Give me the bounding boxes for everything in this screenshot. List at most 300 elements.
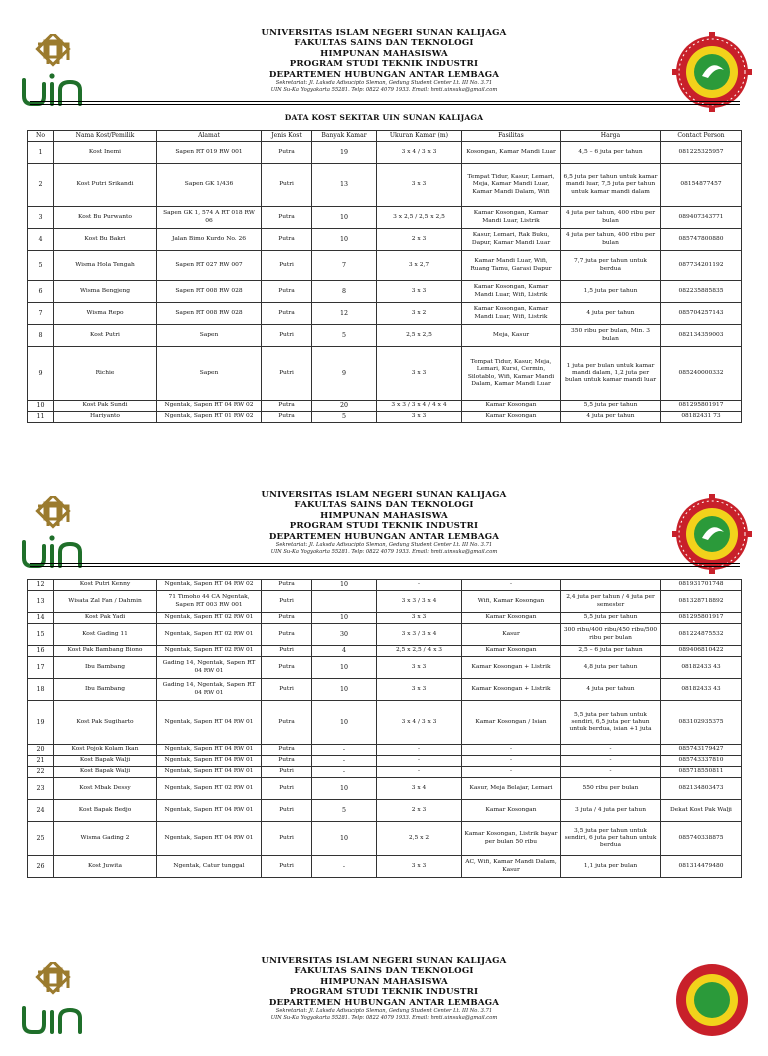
table-cell: Kost Bapak Bedjo bbox=[54, 800, 157, 822]
address-line-1: Sekretariat: Jl. Laksda Adisucipto Sleman, Gedung Student Center Lt. III No. 3.71 bbox=[275, 80, 493, 87]
table-cell: 1 bbox=[28, 142, 54, 164]
table-cell: Wisma Hola Tengah bbox=[54, 251, 157, 281]
table-cell: 13 bbox=[312, 164, 377, 207]
table-cell: 5,5 juta per tahun untuk sendiri, 6,5 juta per tahun untuk berdua, isian +1 juta bbox=[561, 701, 661, 745]
table-cell: Kamar Kosongan, Kamar Mandi Luar, Wifi, Listrik bbox=[462, 303, 561, 325]
teknik-industri-logo-icon bbox=[672, 494, 752, 574]
table-cell: 2,5 x 2,5 bbox=[377, 325, 462, 347]
table-cell: Putri bbox=[262, 822, 312, 856]
table-header-row bbox=[28, 131, 742, 142]
table-cell: 081295801917 bbox=[661, 613, 742, 624]
table-cell: Kamar Kosongan bbox=[462, 646, 561, 657]
address-line-1: Sekretariat: Jl. Laksda Adisucipto Sleman, Gedung Student Center Lt. III No. 3.71 bbox=[275, 1008, 493, 1015]
column-header: Harga bbox=[561, 131, 661, 142]
header-divider-thin bbox=[30, 104, 740, 105]
table-cell: 6 bbox=[28, 281, 54, 303]
table-cell: Meja, Kasur bbox=[462, 325, 561, 347]
table-row bbox=[28, 778, 742, 800]
table-cell: 16 bbox=[28, 646, 54, 657]
table-cell: 081328718892 bbox=[661, 591, 742, 613]
table-cell: Kasur, Lemari, Rak Buku, Dapur, Kamar Mandi Luar bbox=[462, 229, 561, 251]
column-header: Jenis Kost bbox=[262, 131, 312, 142]
table-cell: - bbox=[462, 756, 561, 767]
table-cell: - bbox=[561, 756, 661, 767]
table-cell: Dekat Kost Pak Walji bbox=[661, 800, 742, 822]
column-header: Ukuran Kamar (m) bbox=[377, 131, 462, 142]
table-cell: AC, Wifi, Kamar Mandi Dalam, Kasur bbox=[462, 856, 561, 878]
table-cell: Ngentak, Catur tunggal bbox=[157, 856, 262, 878]
table-cell: 1,5 juta per tahun bbox=[561, 281, 661, 303]
column-header: Banyak Kamar bbox=[312, 131, 377, 142]
table-cell: 10 bbox=[312, 229, 377, 251]
table-cell: - bbox=[312, 767, 377, 778]
table-cell: 087734201192 bbox=[661, 251, 742, 281]
table-cell bbox=[312, 591, 377, 613]
letterhead-page-3 bbox=[0, 956, 768, 1056]
table-cell: 10 bbox=[312, 207, 377, 229]
table-cell: Richie bbox=[54, 347, 157, 401]
table-row bbox=[28, 142, 742, 164]
table-cell: Ngentak, Sapen RT 04 RW 01 bbox=[157, 701, 262, 745]
table-cell: 10 bbox=[312, 778, 377, 800]
column-header: Contact Person bbox=[661, 131, 742, 142]
teknik-industri-logo-icon bbox=[672, 960, 752, 1040]
table-cell: 4 juta per tahun, 400 ribu per bulan bbox=[561, 229, 661, 251]
table-row bbox=[28, 756, 742, 767]
table-cell: 085240000332 bbox=[661, 347, 742, 401]
program-name: PROGRAM STUDI TEKNIK INDUSTRI bbox=[289, 987, 479, 998]
table-cell: 350 ribu per bulan, Min. 3 bulan bbox=[561, 325, 661, 347]
table-row bbox=[28, 613, 742, 624]
table-cell: Putra bbox=[262, 745, 312, 756]
table-cell: Kost Pojok Kolam Ikan bbox=[54, 745, 157, 756]
table-cell: 2 x 3 bbox=[377, 800, 462, 822]
table-cell: 4 juta per tahun bbox=[561, 412, 661, 423]
table-cell: Putri bbox=[262, 646, 312, 657]
table-cell: 2 bbox=[28, 164, 54, 207]
table-cell: Putri bbox=[262, 778, 312, 800]
table-cell: Sapen GK 1/436 bbox=[157, 164, 262, 207]
table-cell: 18 bbox=[28, 679, 54, 701]
table-cell: Ngentak, Sapen RT 02 RW 01 bbox=[157, 778, 262, 800]
table-cell: - bbox=[377, 580, 462, 591]
table-cell: 30 bbox=[312, 624, 377, 646]
table-cell: 19 bbox=[312, 142, 377, 164]
faculty-name: FAKULTAS SAINS DAN TEKNOLOGI bbox=[294, 500, 474, 511]
table-cell: Ngentak, Sapen RT 02 RW 01 bbox=[157, 646, 262, 657]
table-row bbox=[28, 624, 742, 646]
table-cell: Putri bbox=[262, 800, 312, 822]
table-cell: Kost Bu Bakri bbox=[54, 229, 157, 251]
table-cell: - bbox=[312, 856, 377, 878]
table-cell: 6,5 juta per tahun untuk kamar mandi luar, 7,5 juta per tahun untuk kamar mandi dalam bbox=[561, 164, 661, 207]
table-cell: 23 bbox=[28, 778, 54, 800]
table-cell: - bbox=[561, 745, 661, 756]
table-cell: Wisata Zal Fan / Dahmin bbox=[54, 591, 157, 613]
table-cell: Ngentak, Sapen RT 04 RW 02 bbox=[157, 401, 262, 412]
table-cell: 550 ribu per bulan bbox=[561, 778, 661, 800]
table-cell: 71 Timoho 44 CA Ngentak, Sapen RT 003 RW 001 bbox=[157, 591, 262, 613]
table-cell: Kost Pak Bambang Biono bbox=[54, 646, 157, 657]
table-cell: 3 x 3 / 3 x 4 bbox=[377, 591, 462, 613]
table-cell: Kost Pak Sugiharto bbox=[54, 701, 157, 745]
university-name: UNIVERSITAS ISLAM NEGERI SUNAN KALIJAGA bbox=[261, 490, 507, 500]
document-title: DATA KOST SEKITAR UIN SUNAN KALIJAGA bbox=[284, 113, 484, 122]
table-cell: 085704257143 bbox=[661, 303, 742, 325]
table-row bbox=[28, 303, 742, 325]
table-cell: 3 x 3 bbox=[377, 856, 462, 878]
faculty-name: FAKULTAS SAINS DAN TEKNOLOGI bbox=[294, 966, 474, 977]
table-cell: 082134359003 bbox=[661, 325, 742, 347]
table-cell: Kost Putri Srikandi bbox=[54, 164, 157, 207]
table-cell: Putra bbox=[262, 229, 312, 251]
table-cell: - bbox=[377, 745, 462, 756]
table-cell: 26 bbox=[28, 856, 54, 878]
table-cell: Sapen RT 008 RW 028 bbox=[157, 303, 262, 325]
uin-logo-icon bbox=[18, 496, 98, 576]
table-row bbox=[28, 745, 742, 756]
table-cell: Kost Putri Kenny bbox=[54, 580, 157, 591]
table-cell: 081931701748 bbox=[661, 580, 742, 591]
table-row bbox=[28, 412, 742, 423]
table-cell: 10 bbox=[312, 613, 377, 624]
table-cell: 082235885835 bbox=[661, 281, 742, 303]
association-name: HIMPUNAN MAHASISWA bbox=[320, 48, 448, 59]
table-cell: Putri bbox=[262, 679, 312, 701]
address-line-2: UIN Su-Ka Yogyakarta 55281. Telp: 0822 4079 1933. Email: hmti.uinsuka@gmail.com bbox=[270, 548, 498, 555]
table-cell: Wifi, Kamar Kosongan bbox=[462, 591, 561, 613]
department-name: DEPARTEMEN HUBUNGAN ANTAR LEMBAGA bbox=[268, 531, 500, 542]
column-header: Alamat bbox=[157, 131, 262, 142]
table-cell: Ngentak, Sapen RT 04 RW 01 bbox=[157, 822, 262, 856]
table-row bbox=[28, 591, 742, 613]
table-cell: Jalan Bimo Kurdo No. 26 bbox=[157, 229, 262, 251]
table-cell: 7 bbox=[28, 303, 54, 325]
table-cell: - bbox=[462, 767, 561, 778]
table-cell: Sapen RT 027 RW 007 bbox=[157, 251, 262, 281]
table-cell: Kamar Kosongan bbox=[462, 412, 561, 423]
table-cell: 12 bbox=[28, 580, 54, 591]
table-cell: Kost Gading 11 bbox=[54, 624, 157, 646]
table-cell: 10 bbox=[312, 822, 377, 856]
table-cell: Putra bbox=[262, 701, 312, 745]
table-cell: Putra bbox=[262, 401, 312, 412]
table-row bbox=[28, 325, 742, 347]
table-cell: 24 bbox=[28, 800, 54, 822]
table-cell: Putri bbox=[262, 856, 312, 878]
table-cell: 083102935375 bbox=[661, 701, 742, 745]
table-cell: 3 x 2 bbox=[377, 303, 462, 325]
table-cell: Kamar Kosongan bbox=[462, 800, 561, 822]
table-row bbox=[28, 856, 742, 878]
table-cell: Wisma Gading 2 bbox=[54, 822, 157, 856]
table-cell: Putri bbox=[262, 591, 312, 613]
table-cell: Hariyanto bbox=[54, 412, 157, 423]
table-cell: 3 x 2,5 / 2,5 x 2,5 bbox=[377, 207, 462, 229]
university-name: UNIVERSITAS ISLAM NEGERI SUNAN KALIJAGA bbox=[261, 956, 507, 966]
table-cell: 10 bbox=[312, 580, 377, 591]
table-cell: - bbox=[312, 745, 377, 756]
table-row bbox=[28, 657, 742, 679]
table-cell: Putri bbox=[262, 767, 312, 778]
faculty-name: FAKULTAS SAINS DAN TEKNOLOGI bbox=[294, 38, 474, 49]
table-cell: 3 x 3 / 3 x 4 / 4 x 4 bbox=[377, 401, 462, 412]
table-cell: 081314479480 bbox=[661, 856, 742, 878]
table-cell: 20 bbox=[312, 401, 377, 412]
address-line-2: UIN Su-Ka Yogyakarta 55281. Telp: 0822 4079 1933. Email: hmti.uinsuka@gmail.com bbox=[270, 1014, 498, 1021]
uin-logo-icon bbox=[18, 962, 98, 1042]
header-divider-thin bbox=[30, 566, 740, 567]
table-cell: - bbox=[377, 767, 462, 778]
table-cell: 7 bbox=[312, 251, 377, 281]
address-line-1: Sekretariat: Jl. Laksda Adisucipto Sleman, Gedung Student Center Lt. III No. 3.71 bbox=[275, 542, 493, 549]
program-name: PROGRAM STUDI TEKNIK INDUSTRI bbox=[289, 59, 479, 70]
table-cell: Putra bbox=[262, 613, 312, 624]
table-cell: 085740338875 bbox=[661, 822, 742, 856]
table-cell: 3 juta / 4 juta per tahun bbox=[561, 800, 661, 822]
table-cell: Kasur bbox=[462, 624, 561, 646]
table-cell: Wisma Bengjeng bbox=[54, 281, 157, 303]
table-cell: Putra bbox=[262, 142, 312, 164]
table-cell: - bbox=[561, 767, 661, 778]
table-cell: 4 bbox=[312, 646, 377, 657]
table-cell: 20 bbox=[28, 745, 54, 756]
table-cell: 2,5 – 6 juta per tahun bbox=[561, 646, 661, 657]
table-cell: Ngentak, Sapen RT 04 RW 01 bbox=[157, 800, 262, 822]
table-cell: 5,5 juta per tahun bbox=[561, 401, 661, 412]
table-cell: Wisma Repo bbox=[54, 303, 157, 325]
table-cell: Ibu Bambang bbox=[54, 657, 157, 679]
program-name: PROGRAM STUDI TEKNIK INDUSTRI bbox=[289, 521, 479, 532]
table-cell: 085747800880 bbox=[661, 229, 742, 251]
table-row bbox=[28, 207, 742, 229]
table-cell: Kamar Kosongan, Listrik bayar per bulan 50 ribu bbox=[462, 822, 561, 856]
table-cell: 4,8 juta per tahun bbox=[561, 657, 661, 679]
table-cell: Sapen RT 008 RW 028 bbox=[157, 281, 262, 303]
table-cell: Kamar Kosongan + Listrik bbox=[462, 657, 561, 679]
table-cell: 2 x 3 bbox=[377, 229, 462, 251]
table-cell: Putra bbox=[262, 281, 312, 303]
table-cell: Kamar Mandi Luar, Wifi, Ruang Tamu, Garasi Dapur bbox=[462, 251, 561, 281]
address-line-2: UIN Su-Ka Yogyakarta 55281. Telp: 0822 4079 1933. Email: hmti.uinsuka@gmail.com bbox=[270, 86, 498, 93]
table-cell: 085743179427 bbox=[661, 745, 742, 756]
table-cell: Sapen GK 1, 574 A RT 018 RW 06 bbox=[157, 207, 262, 229]
table-cell: 22 bbox=[28, 767, 54, 778]
table-cell: 11 bbox=[28, 412, 54, 423]
table-cell: 7,7 juta per tahun untuk berdua bbox=[561, 251, 661, 281]
table-row bbox=[28, 229, 742, 251]
table-cell: 17 bbox=[28, 657, 54, 679]
table-cell: 3,5 juta per tahun untuk sendiri, 6 juta per tahun untuk berdua bbox=[561, 822, 661, 856]
table-cell: - bbox=[312, 756, 377, 767]
table-cell: 4 bbox=[28, 229, 54, 251]
table-cell: 3 bbox=[28, 207, 54, 229]
table-cell: Ngentak, Sapen RT 04 RW 02 bbox=[157, 580, 262, 591]
table-cell: 21 bbox=[28, 756, 54, 767]
table-cell: 8 bbox=[312, 281, 377, 303]
table-cell: 3 x 3 bbox=[377, 657, 462, 679]
table-cell: 3 x 4 / 3 x 3 bbox=[377, 142, 462, 164]
table-cell: 081295801917 bbox=[661, 401, 742, 412]
table-cell: 2,5 x 2,5 / 4 x 3 bbox=[377, 646, 462, 657]
table-cell: 082134803473 bbox=[661, 778, 742, 800]
table-cell: Kamar Kosongan bbox=[462, 613, 561, 624]
table-cell: 19 bbox=[28, 701, 54, 745]
table-cell: Kost Juwita bbox=[54, 856, 157, 878]
table-cell: 3 x 4 / 3 x 3 bbox=[377, 701, 462, 745]
table-cell: 4 juta per tahun bbox=[561, 679, 661, 701]
table-cell: Ngentak, Sapen RT 02 RW 01 bbox=[157, 613, 262, 624]
table-cell: - bbox=[462, 580, 561, 591]
table-cell: Putra bbox=[262, 303, 312, 325]
table-cell: 10 bbox=[312, 657, 377, 679]
table-cell: 10 bbox=[28, 401, 54, 412]
table-cell: Putri bbox=[262, 325, 312, 347]
table-cell: 14 bbox=[28, 613, 54, 624]
table-cell: Kamar Kosongan + Listrik bbox=[462, 679, 561, 701]
table-cell: 2,5 x 2 bbox=[377, 822, 462, 856]
table-cell: 9 bbox=[312, 347, 377, 401]
table-cell: Kost Pak Sundi bbox=[54, 401, 157, 412]
table-cell: 3 x 2,7 bbox=[377, 251, 462, 281]
table-row bbox=[28, 646, 742, 657]
table-cell: Gading 14, Ngentak, Sapen RT 04 RW 01 bbox=[157, 679, 262, 701]
table-cell: 3 x 3 bbox=[377, 613, 462, 624]
table-cell: 13 bbox=[28, 591, 54, 613]
table-cell: 5,5 juta per tahun bbox=[561, 613, 661, 624]
table-cell: Putra bbox=[262, 624, 312, 646]
table-row bbox=[28, 701, 742, 745]
table-cell: Kasur, Meja Belajar, Lemari bbox=[462, 778, 561, 800]
table-cell: 08154877457 bbox=[661, 164, 742, 207]
table-cell: Kamar Kosongan, Kamar Mandi Luar, Listrik bbox=[462, 207, 561, 229]
table-cell: Putri bbox=[262, 251, 312, 281]
table-cell: 085743337810 bbox=[661, 756, 742, 767]
table-row bbox=[28, 281, 742, 303]
university-name: UNIVERSITAS ISLAM NEGERI SUNAN KALIJAGA bbox=[261, 28, 507, 38]
table-cell: Ngentak, Sapen RT 01 RW 02 bbox=[157, 412, 262, 423]
column-header: No bbox=[28, 131, 54, 142]
table-cell: Putra bbox=[262, 412, 312, 423]
association-name: HIMPUNAN MAHASISWA bbox=[320, 510, 448, 521]
table-cell: Ngentak, Sapen RT 04 RW 01 bbox=[157, 767, 262, 778]
table-row bbox=[28, 401, 742, 412]
table-cell: 08182431 73 bbox=[661, 412, 742, 423]
kost-table-page-2 bbox=[27, 579, 742, 878]
table-cell: 3 x 3 bbox=[377, 412, 462, 423]
table-cell: 081224875532 bbox=[661, 624, 742, 646]
uin-logo-icon bbox=[18, 34, 98, 114]
table-cell: 1 juta per bulan untuk kamar mandi dalam, 1,2 juta per bulan untuk kamar mandi luar bbox=[561, 347, 661, 401]
table-cell: 4,5 – 6 juta per tahun bbox=[561, 142, 661, 164]
table-cell: Kamar Kosongan / Isian bbox=[462, 701, 561, 745]
association-name: HIMPUNAN MAHASISWA bbox=[320, 976, 448, 987]
table-cell: 9 bbox=[28, 347, 54, 401]
table-row bbox=[28, 800, 742, 822]
table-cell: Ibu Bambang bbox=[54, 679, 157, 701]
department-name: DEPARTEMEN HUBUNGAN ANTAR LEMBAGA bbox=[268, 997, 500, 1008]
table-cell: Kost Bu Purwanto bbox=[54, 207, 157, 229]
table-cell: 10 bbox=[312, 679, 377, 701]
table-cell: 3 x 3 bbox=[377, 164, 462, 207]
table-cell: Kamar Kosongan bbox=[462, 401, 561, 412]
table-cell: 4 juta per tahun, 400 ribu per bulan bbox=[561, 207, 661, 229]
table-cell: 5 bbox=[312, 412, 377, 423]
table-cell: Ngentak, Sapen RT 04 RW 01 bbox=[157, 756, 262, 767]
table-cell: 085718550811 bbox=[661, 767, 742, 778]
table-cell: Putra bbox=[262, 756, 312, 767]
table-cell: Kost Pak Yadi bbox=[54, 613, 157, 624]
table-cell: Kost Mbak Dessy bbox=[54, 778, 157, 800]
header-divider bbox=[30, 563, 740, 564]
table-cell: Putra bbox=[262, 207, 312, 229]
table-cell: Sapen bbox=[157, 325, 262, 347]
department-name: DEPARTEMEN HUBUNGAN ANTAR LEMBAGA bbox=[268, 69, 500, 80]
table-cell: 300 ribu/400 ribu/450 ribu/500 ribu per bulan bbox=[561, 624, 661, 646]
table-cell: Sapen bbox=[157, 347, 262, 401]
table-cell: Kost Inemi bbox=[54, 142, 157, 164]
table-cell: 081225325957 bbox=[661, 142, 742, 164]
table-cell: 3 x 3 bbox=[377, 347, 462, 401]
table-cell: 3 x 4 bbox=[377, 778, 462, 800]
table-cell: 3 x 3 bbox=[377, 281, 462, 303]
letterhead-page-2 bbox=[0, 490, 768, 590]
table-cell: 3 x 3 bbox=[377, 679, 462, 701]
table-cell: 15 bbox=[28, 624, 54, 646]
table-cell: Ngentak, Sapen RT 04 RW 01 bbox=[157, 745, 262, 756]
table-cell: 25 bbox=[28, 822, 54, 856]
table-cell: Ngentak, Sapen RT 02 RW 01 bbox=[157, 624, 262, 646]
table-cell: Gading 14, Ngentak, Sapen RT 04 RW 01 bbox=[157, 657, 262, 679]
table-cell: 12 bbox=[312, 303, 377, 325]
table-cell: 089406810422 bbox=[661, 646, 742, 657]
table-cell: 08182433 43 bbox=[661, 679, 742, 701]
table-cell: Putri bbox=[262, 347, 312, 401]
table-row bbox=[28, 580, 742, 591]
table-cell: 5 bbox=[312, 325, 377, 347]
table-cell: 4 juta per tahun bbox=[561, 303, 661, 325]
column-header: Fasilitas bbox=[462, 131, 561, 142]
table-cell: 3 x 3 / 3 x 4 bbox=[377, 624, 462, 646]
table-row bbox=[28, 164, 742, 207]
table-cell: Kost Bapak Walji bbox=[54, 767, 157, 778]
table-cell: 1,1 juta per bulan bbox=[561, 856, 661, 878]
table-cell: 08182433 43 bbox=[661, 657, 742, 679]
table-row bbox=[28, 767, 742, 778]
table-cell: Kosongan, Kamar Mandi Luar bbox=[462, 142, 561, 164]
table-cell: Kamar Kosongan, Kamar Mandi Luar, Wifi, Listrik bbox=[462, 281, 561, 303]
table-cell: - bbox=[462, 745, 561, 756]
table-row bbox=[28, 679, 742, 701]
table-row bbox=[28, 251, 742, 281]
table-row bbox=[28, 822, 742, 856]
table-cell: 089407343771 bbox=[661, 207, 742, 229]
table-cell: Tempat Tidur, Kasur, Meja, Lemari, Kursi, Cermin, Silotablo, Wifi, Kamar Mandi Dalam, Kamar Mandi Luar bbox=[462, 347, 561, 401]
table-cell: - bbox=[377, 756, 462, 767]
table-cell: 10 bbox=[312, 701, 377, 745]
table-cell: Kost Putri bbox=[54, 325, 157, 347]
table-cell: Putri bbox=[262, 164, 312, 207]
table-cell: 8 bbox=[28, 325, 54, 347]
table-cell: Putra bbox=[262, 657, 312, 679]
kost-table-page-1 bbox=[27, 130, 742, 423]
teknik-industri-logo-icon bbox=[672, 32, 752, 112]
table-cell: Kost Bapak Walji bbox=[54, 756, 157, 767]
table-cell: Putra bbox=[262, 580, 312, 591]
table-cell: 2,4 juta per tahun / 4 juta per semester bbox=[561, 591, 661, 613]
table-cell: 5 bbox=[312, 800, 377, 822]
column-header: Nama Kost/Pemilik bbox=[54, 131, 157, 142]
